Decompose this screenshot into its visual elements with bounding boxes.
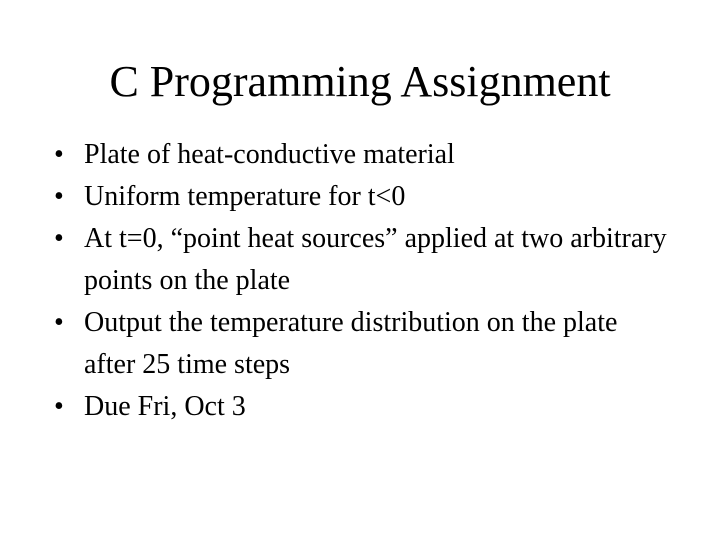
bullet-text: Plate of heat-conductive material — [84, 139, 455, 170]
bullet-list — [54, 134, 674, 428]
bullet-icon: • — [54, 391, 64, 422]
bullet-icon: • — [54, 223, 64, 254]
bullet-item — [54, 134, 674, 176]
bullet-text: At t=0, “point heat sources” applied at two arbitrary points on the plate — [84, 223, 667, 296]
bullet-icon: • — [54, 307, 64, 338]
bullet-item — [54, 386, 674, 428]
bullet-icon: • — [54, 181, 64, 212]
bullet-text: Due Fri, Oct 3 — [84, 391, 246, 422]
bullet-text: Uniform temperature for t<0 — [84, 181, 406, 212]
bullet-icon: • — [54, 139, 64, 170]
bullet-item — [54, 302, 674, 386]
bullet-item — [54, 218, 674, 302]
bullet-item — [54, 176, 674, 218]
bullet-text: Output the temperature distribution on the plate after 25 time steps — [84, 307, 618, 380]
slide-title: C Programming Assignment — [109, 57, 611, 106]
